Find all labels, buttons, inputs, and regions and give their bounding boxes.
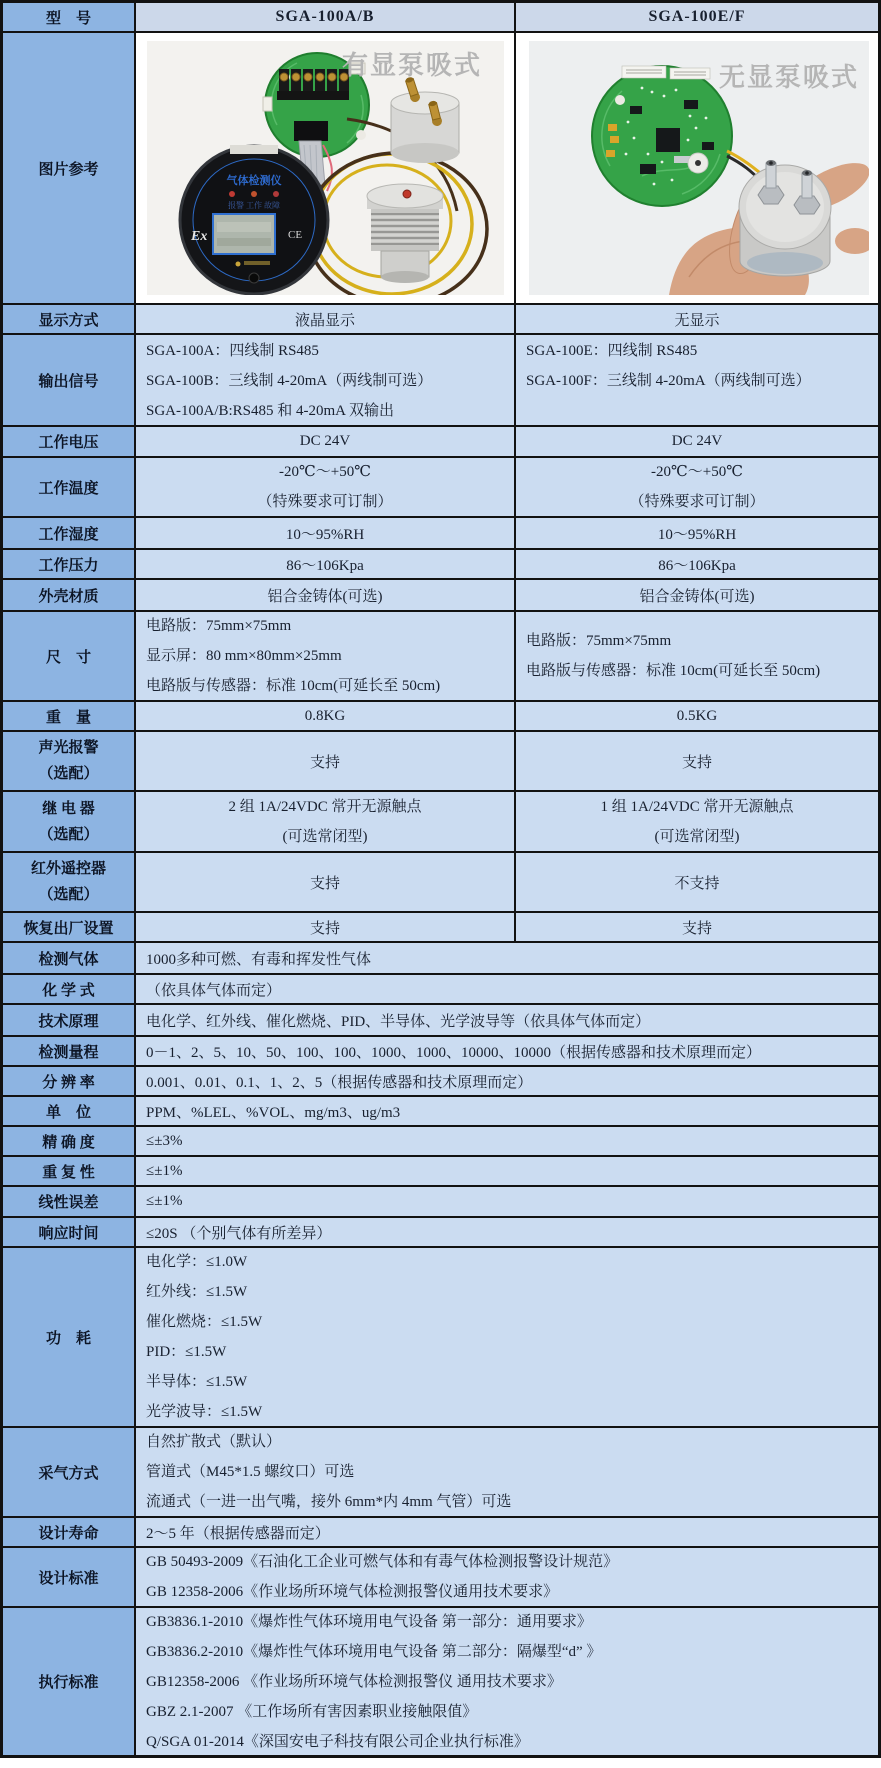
- pcb-board: [592, 66, 732, 206]
- label-sticker: [670, 68, 710, 79]
- repeatability-value: ≤±1%: [136, 1157, 878, 1185]
- row-formula: [3, 975, 878, 1005]
- row-gases: [3, 943, 878, 975]
- formula-label: 化 学 式: [3, 975, 136, 1003]
- row-model: [3, 3, 878, 33]
- dimensions-label: 尺 寸: [3, 612, 136, 700]
- display-mode-label: 显示方式: [3, 305, 136, 333]
- row-repeatability: [3, 1157, 878, 1187]
- weight-a: 0.8KG: [136, 702, 516, 730]
- product-photo-sga100ab: [147, 41, 504, 295]
- value-line: 自然扩散式（默认）: [146, 1434, 282, 1450]
- value-line: 光学波导：≤1.5W: [146, 1404, 263, 1420]
- value-line: 电化学：≤1.0W: [146, 1254, 248, 1270]
- principle-label: 技术原理: [3, 1005, 136, 1035]
- relay-b: [516, 792, 878, 851]
- value-line: -20℃～+50℃: [650, 464, 743, 480]
- voltage-a: DC 24V: [136, 427, 516, 456]
- power-value: [136, 1248, 878, 1426]
- row-dimensions: [3, 612, 878, 702]
- row-linearity: [3, 1187, 878, 1218]
- row-resolution: [3, 1067, 878, 1097]
- humidity-b: 10～95%RH: [516, 518, 878, 548]
- value-line: GBZ 2.1-2007 《工作场所有害因素职业接触限值》: [146, 1703, 478, 1720]
- lcd-detector: [180, 145, 328, 294]
- value-line: GB3836.2-2010《爆炸性气体环境用电气设备 第二部分：隔爆型“d” 》: [146, 1643, 602, 1660]
- row-power: [3, 1248, 878, 1428]
- row-lifespan: [3, 1518, 878, 1548]
- value-line: 电路版与传感器：标准 10cm(可延长至 50cm): [146, 678, 441, 694]
- unit-value: PPM、%LEL、%VOL、mg/m3、ug/m3: [136, 1097, 878, 1125]
- value-line: PID：≤1.5W: [146, 1344, 227, 1360]
- principle-value: 电化学、红外线、催化燃烧、PID、半导体、光学波导等（依具体气体而定）: [136, 1005, 878, 1035]
- row-photos: [3, 33, 878, 305]
- display-mode-a: 液晶显示: [136, 305, 516, 333]
- value-line: 半导体：≤1.5W: [146, 1374, 248, 1390]
- row-display-mode: [3, 305, 878, 335]
- voltage-label: 工作电压: [3, 427, 136, 456]
- row-pressure: [3, 550, 878, 580]
- label-line: （选配）: [38, 826, 99, 843]
- label-line: 声光报警: [38, 740, 99, 756]
- power-label: 功 耗: [3, 1248, 136, 1426]
- gases-value: 1000多种可燃、有毒和挥发性气体: [136, 943, 878, 973]
- detector-title-text: 气体检测仪: [226, 175, 282, 187]
- label-line: 继 电 器: [42, 800, 95, 817]
- value-line: GB 50493-2009《石油化工企业可燃气体和有毒气体检测报警设计规范》: [146, 1554, 619, 1570]
- pressure-b: 86～106Kpa: [516, 550, 878, 578]
- value-line: SGA-100A：四线制 RS485: [146, 343, 319, 359]
- value-line: GB12358-2006 《作业场所环境气体检测报警仪 通用技术要求》: [146, 1673, 562, 1690]
- row-remote: [3, 853, 878, 913]
- value-line: 催化燃烧：≤1.5W: [146, 1314, 263, 1330]
- gases-label: 检测气体: [3, 943, 136, 973]
- value-line: （特殊要求可订制）: [257, 494, 393, 510]
- factory-reset-label: 恢复出厂设置: [3, 913, 136, 941]
- label-line: 红外遥控器: [30, 861, 106, 877]
- row-range: [3, 1037, 878, 1067]
- exec-standard-value: [136, 1608, 878, 1755]
- resolution-label: 分 辨 率: [3, 1067, 136, 1095]
- display-mode-b: 无显示: [516, 305, 878, 333]
- linearity-value: ≤±1%: [136, 1187, 878, 1216]
- voltage-b: DC 24V: [516, 427, 878, 456]
- weight-b: 0.5KG: [516, 702, 878, 730]
- value-line: -20℃～+50℃: [278, 464, 371, 480]
- value-line: SGA-100E：四线制 RS485: [526, 343, 698, 359]
- row-factory-reset: [3, 913, 878, 943]
- response-value: ≤20S （个别气体有所差异）: [136, 1218, 878, 1246]
- output-signal-a: [136, 335, 516, 425]
- watermark-left: 有显泵吸式: [341, 51, 482, 80]
- linearity-label: 线性误差: [3, 1187, 136, 1216]
- value-line: 电路版：75mm×75mm: [526, 633, 672, 649]
- label-sticker: [622, 66, 666, 78]
- lifespan-value: 2～5 年（根据传感器而定）: [136, 1518, 878, 1546]
- value-line: (可选常闭型): [282, 828, 368, 845]
- value-line: 电路版与传感器：标准 10cm(可延长至 50cm): [526, 663, 821, 679]
- row-temperature: [3, 458, 878, 518]
- lcd-screen: [213, 214, 275, 254]
- led-work: [251, 191, 257, 197]
- value-line: Q/SGA 01-2014《深国安电子科技有限公司企业执行标准》: [146, 1733, 529, 1750]
- value-line: SGA-100B：三线制 4-20mA（两线制可选）: [146, 373, 433, 389]
- value-line: 电路版：75mm×75mm: [146, 618, 292, 634]
- row-unit: [3, 1097, 878, 1127]
- value-line: SGA-100F：三线制 4-20mA（两线制可选）: [526, 373, 811, 389]
- factory-reset-b: 支持: [516, 913, 878, 941]
- value-line: (可选常闭型): [654, 828, 740, 845]
- row-alarm: [3, 732, 878, 792]
- value-line: 管道式（M45*1.5 螺纹口）可选: [146, 1464, 355, 1480]
- humidity-label: 工作湿度: [3, 518, 136, 548]
- alarm-a: 支持: [136, 732, 516, 790]
- unit-label: 单 位: [3, 1097, 136, 1125]
- sampling-label: 采气方式: [3, 1428, 136, 1516]
- row-housing: [3, 580, 878, 612]
- gas-sensor-cylinder: [739, 160, 831, 276]
- product-photo-sga100ef: [529, 41, 869, 295]
- accuracy-label: 精 确 度: [3, 1127, 136, 1155]
- exec-standard-label: 执行标准: [3, 1608, 136, 1755]
- range-value: 0－1、2、5、10、50、100、100、1000、1000、10000、10000（根据传感器和技术原理而定）: [136, 1037, 878, 1065]
- temperature-a: [136, 458, 516, 516]
- led-fault: [273, 191, 279, 197]
- row-principle: [3, 1005, 878, 1037]
- button: [249, 273, 259, 283]
- pressure-a: 86～106Kpa: [136, 550, 516, 578]
- red-indicator: [403, 190, 411, 198]
- header-model-label: 型 号: [3, 3, 136, 31]
- value-line: SGA-100A/B:RS485 和 4-20mA 双输出: [146, 403, 394, 419]
- design-standard-label: 设计标准: [3, 1548, 136, 1606]
- value-line: （特殊要求可订制）: [629, 494, 765, 510]
- value-line: 显示屏：80 mm×80mm×25mm: [146, 648, 342, 664]
- row-accuracy: [3, 1127, 878, 1157]
- housing-a: 铝合金铸体(可选): [136, 580, 516, 610]
- dimensions-b: [516, 612, 878, 700]
- sampling-value: [136, 1428, 878, 1516]
- ex-marking: Ex: [191, 229, 208, 244]
- remote-a: 支持: [136, 853, 516, 911]
- weight-label: 重 量: [3, 702, 136, 730]
- row-sampling: [3, 1428, 878, 1518]
- design-standard-value: [136, 1548, 878, 1606]
- output-signal-label: 输出信号: [3, 335, 136, 425]
- alarm-label: [3, 732, 136, 790]
- row-design-standard: [3, 1548, 878, 1608]
- pressure-label: 工作压力: [3, 550, 136, 578]
- led-labels-text: 报警 工作 故障: [228, 201, 280, 210]
- output-signal-b: [516, 335, 878, 425]
- relay-label: [3, 792, 136, 851]
- photos-label: 图片参考: [3, 33, 136, 303]
- remote-label: [3, 853, 136, 911]
- alarm-b: 支持: [516, 732, 878, 790]
- value-line: 2 组 1A/24VDC 常开无源触点: [228, 798, 422, 815]
- response-label: 响应时间: [3, 1218, 136, 1246]
- accuracy-value: ≤±3%: [136, 1127, 878, 1155]
- housing-b: 铝合金铸体(可选): [516, 580, 878, 610]
- dimensions-a: [136, 612, 516, 700]
- remote-b: 不支持: [516, 853, 878, 911]
- idc-connector: [294, 121, 328, 141]
- row-relay: [3, 792, 878, 853]
- value-line: GB3836.1-2010《爆炸性气体环境用电气设备 第一部分：通用要求》: [146, 1613, 592, 1630]
- temperature-label: 工作温度: [3, 458, 136, 516]
- main-ic: [656, 128, 680, 152]
- resolution-value: 0.001、0.01、0.1、1、2、5（根据传感器和技术原理而定）: [136, 1067, 878, 1095]
- header-model-b: SGA-100E/F: [516, 3, 878, 31]
- header-model-a: SGA-100A/B: [136, 3, 516, 31]
- formula-value: （依具体气体而定）: [136, 975, 878, 1003]
- row-exec-standard: [3, 1608, 878, 1755]
- row-weight: [3, 702, 878, 732]
- repeatability-label: 重 复 性: [3, 1157, 136, 1185]
- row-humidity: [3, 518, 878, 550]
- row-response: [3, 1218, 878, 1248]
- photo-cell-sga100ef: [516, 33, 878, 303]
- watermark-right: 无显泵吸式: [718, 63, 859, 92]
- ce-marking: CE: [288, 229, 303, 241]
- factory-reset-a: 支持: [136, 913, 516, 941]
- value-line: GB 12358-2006《作业场所环境气体检测报警仪通用技术要求》: [146, 1584, 559, 1600]
- row-output-signal: [3, 335, 878, 427]
- label-line: （选配）: [38, 766, 99, 782]
- row-voltage: [3, 427, 878, 458]
- lifespan-label: 设计寿命: [3, 1518, 136, 1546]
- value-line: 1 组 1A/24VDC 常开无源触点: [600, 798, 794, 815]
- value-line: 红外线：≤1.5W: [146, 1284, 248, 1300]
- photo-cell-sga100ab: [136, 33, 516, 303]
- led-alarm: [229, 191, 235, 197]
- label-sticker: [230, 145, 278, 154]
- housing-label: 外壳材质: [3, 580, 136, 610]
- humidity-a: 10～95%RH: [136, 518, 516, 548]
- label-line: （选配）: [38, 887, 99, 903]
- relay-a: [136, 792, 516, 851]
- value-line: 流通式（一进一出气嘴，接外 6mm*内 4mm 气管）可选: [146, 1494, 512, 1510]
- range-label: 检测量程: [3, 1037, 136, 1065]
- temperature-b: [516, 458, 878, 516]
